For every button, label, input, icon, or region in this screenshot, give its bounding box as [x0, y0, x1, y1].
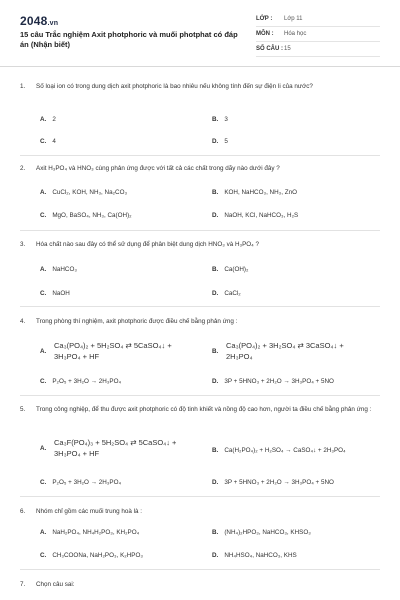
question-number: 2. — [20, 165, 26, 172]
site-logo[interactable] — [20, 14, 58, 28]
question-number: 4. — [20, 318, 26, 325]
option-d[interactable] — [212, 211, 298, 220]
option-text: 3P + 5HNO₃ + 2H₂O → 3H₃PO₄ + 5NO — [224, 479, 334, 486]
meta-key: MÔN : — [256, 31, 274, 37]
document-title: 15 câu Trắc nghiệm Axit photphoric và muối photphat có đáp án (Nhận biết) — [20, 30, 238, 49]
option-text: CH₃COONa, NaH₂PO₃, K₂HPO₃ — [52, 552, 143, 559]
option-d[interactable] — [212, 551, 297, 560]
question-number: 1. — [20, 83, 26, 90]
option-label: B. — [212, 348, 219, 355]
option-label: A. — [40, 116, 47, 123]
option-text: Ca(H₂PO₄)₂ + H₂SO₄ → CaSO₄↓ + 2H₃PO₄ — [224, 447, 346, 454]
option-label: B. — [212, 189, 219, 196]
option-text-line2: 3H₃PO₄ + HF — [54, 449, 100, 458]
option-label: D. — [212, 378, 219, 385]
option-label: A. — [40, 529, 47, 536]
option-d[interactable] — [212, 377, 334, 386]
question-number: 5. — [20, 406, 26, 413]
divider — [20, 230, 380, 231]
option-label: B. — [212, 447, 219, 454]
option-label: D. — [212, 479, 219, 486]
question-number: 3. — [20, 241, 26, 248]
option-label: B. — [212, 529, 219, 536]
meta-value: 15 — [284, 46, 291, 52]
option-b[interactable] — [212, 340, 344, 362]
meta-subject — [256, 28, 380, 42]
option-d[interactable] — [212, 289, 241, 298]
option-label: B. — [212, 266, 219, 273]
option-label: C. — [40, 212, 47, 219]
question-text: Trong phòng thí nghiệm, axit photphoric được điều chế bằng phản ứng : — [36, 318, 238, 325]
option-b[interactable] — [212, 188, 297, 197]
option-c[interactable] — [40, 137, 56, 146]
meta-question-count — [256, 43, 380, 57]
option-text: NaHCO₃ — [52, 266, 77, 273]
option-text: NaOH, KCl, NaHCO₃, H₂S — [224, 212, 299, 219]
option-b[interactable] — [212, 265, 248, 274]
option-text: 4 — [52, 138, 56, 145]
divider — [20, 306, 380, 307]
option-text: Ca₃F(PO₄)₃ + 5H₂SO₄ ⇄ 5CaSO₄↓ + — [54, 438, 177, 447]
option-text: 5 — [224, 138, 228, 145]
option-label: C. — [40, 378, 47, 385]
option-label: D. — [212, 138, 219, 145]
option-text-line2: 3H₃PO₄ + HF — [54, 352, 100, 361]
divider — [20, 496, 380, 497]
question-text: Trong công nghiệp, để thu được axit photphoric có độ tinh khiết và nồng độ cao hơn, người ta điều chế bằng phản ứng : — [36, 406, 372, 413]
option-text: 3 — [224, 116, 228, 123]
divider — [20, 395, 380, 396]
option-label: D. — [212, 552, 219, 559]
option-text: NH₄HSO₄, NaHCO₃, KHS — [224, 552, 297, 559]
option-text: P₂O₅ + 3H₂O → 2H₃PO₄ — [52, 479, 122, 486]
option-text: NaOH — [52, 290, 70, 297]
option-text: CuCl₂, KOH, NH₃, Na₂CO₃ — [52, 189, 128, 196]
option-c[interactable] — [40, 377, 121, 386]
option-text: P₂O₅ + 3H₂O → 2H₃PO₄ — [52, 378, 122, 385]
option-text: MgO, BaSO₄, NH₃, Ca(OH)₂ — [52, 212, 132, 219]
option-a[interactable] — [40, 265, 77, 274]
option-text: Ca(OH)₂ — [224, 266, 249, 273]
divider — [20, 155, 380, 156]
option-label: C. — [40, 290, 47, 297]
option-c[interactable] — [40, 289, 70, 298]
meta-key: LỚP : — [256, 16, 273, 22]
option-text: Ca₃(PO₄)₂ + 5H₂SO₄ ⇄ 5CaSO₄↓ + — [54, 341, 172, 350]
question-text: Hóa chất nào sau đây có thể sử dụng để phân biệt dung dịch HNO₃ và H₃PO₄ ? — [36, 241, 259, 248]
option-label: A. — [40, 348, 47, 355]
option-a[interactable] — [40, 188, 127, 197]
question-text: Số loại ion có trong dung dịch axit photphoric là bao nhiêu nếu không tính đến sự điện li của nước? — [36, 83, 313, 90]
option-text: Ca₃(PO₄)₂ + 3H₂SO₄ ⇄ 3CaSO₄↓ + — [226, 341, 344, 350]
option-label: D. — [212, 212, 219, 219]
option-label: C. — [40, 479, 47, 486]
option-c[interactable] — [40, 551, 143, 560]
option-b[interactable] — [212, 528, 311, 537]
option-b[interactable] — [212, 446, 346, 455]
logo-main: 2048 — [20, 14, 48, 28]
option-label: C. — [40, 552, 47, 559]
divider — [20, 569, 380, 570]
option-label: B. — [212, 116, 219, 123]
option-text: 3P + 5HNO₃ + 2H₂O → 3H₃PO₄ + 5NO — [224, 378, 334, 385]
question-number: 6. — [20, 508, 26, 515]
option-b[interactable] — [212, 115, 228, 124]
meta-value: Hóa học — [284, 31, 307, 37]
question-number: 7. — [20, 581, 26, 588]
option-label: A. — [40, 266, 47, 273]
logo-suffix: .vn — [47, 20, 59, 27]
option-label: D. — [212, 290, 219, 297]
option-a[interactable] — [40, 115, 56, 124]
option-c[interactable] — [40, 211, 132, 220]
option-c[interactable] — [40, 478, 121, 487]
option-text: NaH₂PO₄, NH₄H₂PO₃, KH₂PO₄ — [52, 529, 140, 536]
option-text: 2 — [52, 116, 56, 123]
option-a[interactable] — [40, 528, 139, 537]
option-text: KOH, NaHCO₃, NH₃, ZnO — [224, 189, 297, 196]
option-label: A. — [40, 189, 47, 196]
option-d[interactable] — [212, 137, 228, 146]
option-label: C. — [40, 138, 47, 145]
option-a[interactable] — [40, 437, 176, 459]
option-label: A. — [40, 445, 47, 452]
question-text: Chọn câu sai: — [36, 581, 75, 588]
option-d[interactable] — [212, 478, 334, 487]
option-a[interactable] — [40, 340, 172, 362]
question-text: Nhóm chỉ gồm các muối trung hoà là : — [36, 508, 143, 515]
meta-class — [256, 13, 380, 27]
option-text: CaCl₂ — [224, 290, 241, 297]
option-text-line2: 2H₃PO₄ — [226, 352, 253, 361]
meta-key: SỐ CÂU : — [256, 46, 283, 52]
option-text: (NH₄)₂HPO₃, NaHCO₃, KHSO₃ — [224, 529, 311, 536]
question-text: Axit H₃PO₄ và HNO₃ cùng phản ứng được với tất cả các chất trong dãy nào dưới đây ? — [36, 165, 280, 172]
document-header — [0, 0, 400, 67]
meta-value: Lớp 11 — [284, 16, 303, 22]
